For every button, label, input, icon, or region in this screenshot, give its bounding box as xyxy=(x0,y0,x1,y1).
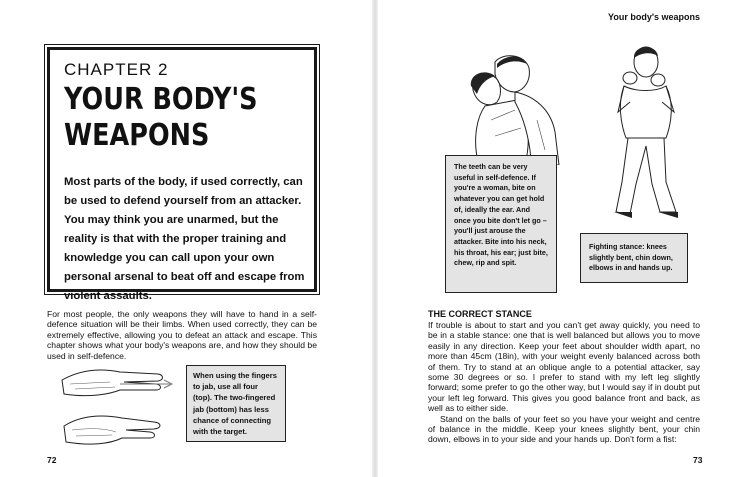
chapter-title-box xyxy=(47,47,317,302)
left-body-text: For most people, the only weapons they will have to hand in a self-defence situation will be their limbs. When used correctly, they can be extremely effective, allowing you to defeat an attack and escape. This chapter shows what your body's weapons are, and how they should be used in self-defence. xyxy=(47,309,317,361)
running-head: Your body's weapons xyxy=(608,12,700,22)
chapter-title: YOUR BODY'S WEAPONS xyxy=(64,82,258,153)
page-number-right: 73 xyxy=(693,455,703,465)
stance-caption: Fighting stance: knees slightly bent, chin down, elbows in and hands up. xyxy=(580,233,688,283)
chapter-label: CHAPTER 2 xyxy=(64,60,169,79)
paragraph: If trouble is about to start and you can't get away quickly, you need to be in a stable stance: one that is well balanced but allows you to move easily in any direction. Keep your feet about shoulder width apart, no more than 45cm (18in), with your weight evenly balanced across both of them. Try to stand at an oblique angle to a potential attacker, say some 30 degrees or so. I prefer to stand with my left leg slightly forward; some prefer to go the other way, but I would say if in doubt put your left leg forward. This gives you good balance front and back, as well as to either side. xyxy=(428,320,700,414)
right-body-text xyxy=(428,320,700,445)
teeth-caption: The teeth can be very useful in self-defence. If you're a woman, bite on whatever you can get hold of, ideally the ear. And once you bite don't let go – you'll just arouse the attacker. Bite into his neck, his throat, his ear; just bite, chew, rip and spit. xyxy=(445,155,557,293)
right-page xyxy=(375,0,750,477)
fighting-stance-illustration xyxy=(600,42,695,227)
finger-jab-illustration xyxy=(60,362,180,450)
page-number-left: 72 xyxy=(47,455,57,465)
paragraph: Stand on the balls of your feet so you have your weight and centre of balance in the middle. Keep your knees slightly bent, your chin down, elbows in to your side and your hands up. Don't form a fist: xyxy=(428,413,700,445)
section-heading: THE CORRECT STANCE xyxy=(428,309,532,319)
chapter-intro: Most parts of the body, if used correctly, can be used to defend yourself from an attacker. You may think you are unarmed, but the reality is that with the proper training and knowledge you can call upon your own personal arsenal to beat off and escape from violent assaults. xyxy=(64,176,305,302)
bite-illustration xyxy=(455,50,565,165)
finger-jab-caption: When using the fingers to jab, use all four (top). The two-fingered jab (bottom) has less chance of connecting with the target. xyxy=(186,365,286,442)
